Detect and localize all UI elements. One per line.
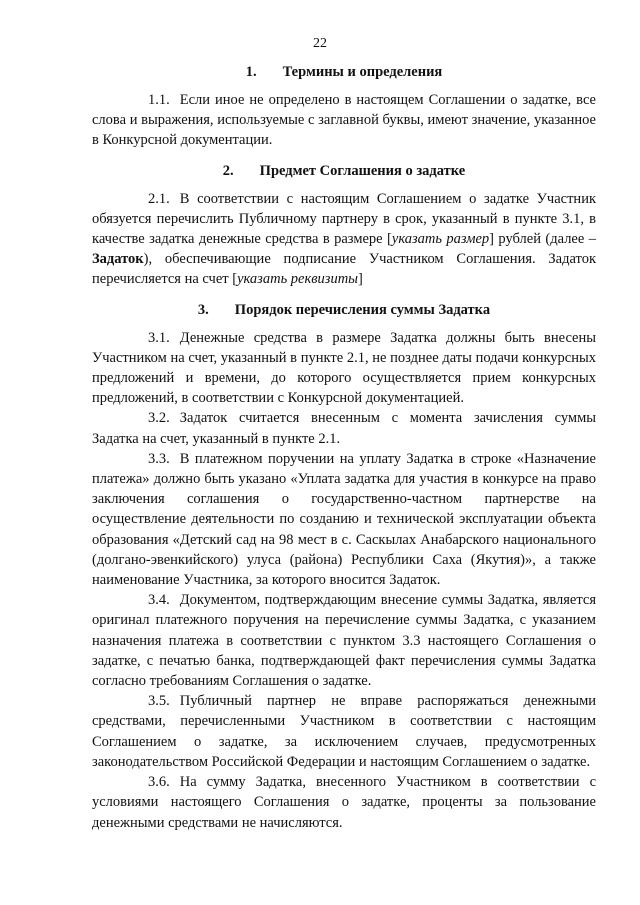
- page-number: 22: [313, 36, 327, 51]
- section-title: Термины и определения: [282, 64, 443, 80]
- paragraph-text: На сумму Задатка, внесенного Участником в соответствии с условиями настоящего Соглашения о задатке, проценты за пользование денежными средствами не начисляются.: [92, 774, 596, 831]
- placeholder-requisites: указать реквизиты: [237, 271, 358, 288]
- section-1-heading: [92, 62, 596, 82]
- paragraph-text-part: В соответствии с настоящим Соглашением о задатке Участник обязуется перечислить Публичному партнеру в срок, указанный в пункте 3.1, в качестве задатка денежные средства в размере [: [92, 190, 596, 248]
- paragraph-text: Денежные средства в размере Задатка должны быть внесены Участником на счет, указанный в пункте 2.1, не позднее даты подачи конкурсных предложений и времени, до которого осуществляется прием конкурсных предложений, в соответствии с Конкурсной документацией.: [92, 329, 596, 407]
- section-title: Порядок перечисления суммы Задатка: [234, 301, 491, 318]
- paragraph-number: 3.3.: [148, 450, 170, 467]
- paragraph-text: Если иное не определено в настоящем Соглашении о задатке, все слова и выражения, используемые с заглавной буквы, имеют значение, указанное в Конкурсной документации.: [92, 92, 596, 149]
- defined-term: Задаток: [92, 251, 144, 268]
- paragraph-3-2: [92, 408, 596, 448]
- paragraph-text: Документом, подтверждающим внесение суммы Задатка, является оригинал платежного поручения на перечисление суммы Задатка, с указанием назначения платежа в соответствии с пунктом 3.3 настоящего Соглашения о задатке, с печатью банка, подтверждающей факт перечисления суммы Задатка согласно требованиям Соглашения о задатке.: [92, 592, 596, 690]
- paragraph-2-1: [92, 189, 596, 290]
- paragraph-text: В платежном поручении на уплату Задатка в строке «Назначение платежа» должно быть указано «Уплата задатка для участия в конкурсе на право заключения соглашения о государственно-частном партнерстве на осуществление деятельности по созданию и технической эксплуатации объекта образования «Детский сад на 98 мест в с. Саскылах Анабарского национального (долгано-эвенкийского) улуса (района) Республики Саха (Якутия)», а также наименование Участника, за которого вносится Задаток.: [92, 450, 596, 589]
- section-number: 2.: [222, 162, 234, 179]
- paragraph-number: 2.1.: [148, 190, 170, 207]
- paragraph-number: 3.6.: [148, 774, 170, 791]
- paragraph-3-1: [92, 328, 596, 409]
- paragraph-text-part: ]: [358, 271, 363, 288]
- paragraph-number: 3.1.: [148, 329, 170, 346]
- section-3-heading: [92, 300, 596, 320]
- paragraph-3-5: [92, 691, 596, 772]
- paragraph-3-4: [92, 590, 596, 691]
- paragraph-text: Публичный партнер не вправе распоряжаться денежными средствами, перечисленными Участником в соответствии с настоящим Соглашением о задатке, за исключением случаев, предусмотренных законодательством Российской Федерации и настоящим Соглашением о задатке.: [92, 693, 596, 770]
- paragraph-number: 1.1.: [148, 92, 170, 108]
- paragraph-number: 3.2.: [148, 410, 170, 427]
- paragraph-1-1: [92, 90, 596, 151]
- section-title: Предмет Соглашения о задатке: [259, 162, 466, 179]
- paragraph-3-6: [92, 772, 596, 833]
- paragraph-text-part: ), обеспечивающие подписание Участником Соглашения. Задаток перечисляется на счет [: [92, 251, 596, 288]
- section-number: 1.: [245, 64, 257, 80]
- document-body: [92, 62, 596, 833]
- section-number: 3.: [197, 301, 209, 318]
- paragraph-text: Задаток считается внесенным с момента зачисления суммы Задатка на счет, указанный в пункте 2.1.: [92, 410, 596, 447]
- paragraph-text-part: ] рублей (далее –: [489, 231, 596, 248]
- paragraph-number: 3.5.: [148, 693, 170, 710]
- paragraph-number: 3.4.: [148, 592, 170, 609]
- section-2-heading: [92, 161, 596, 181]
- placeholder-amount: указать размер: [391, 231, 490, 248]
- paragraph-3-3: [92, 449, 596, 590]
